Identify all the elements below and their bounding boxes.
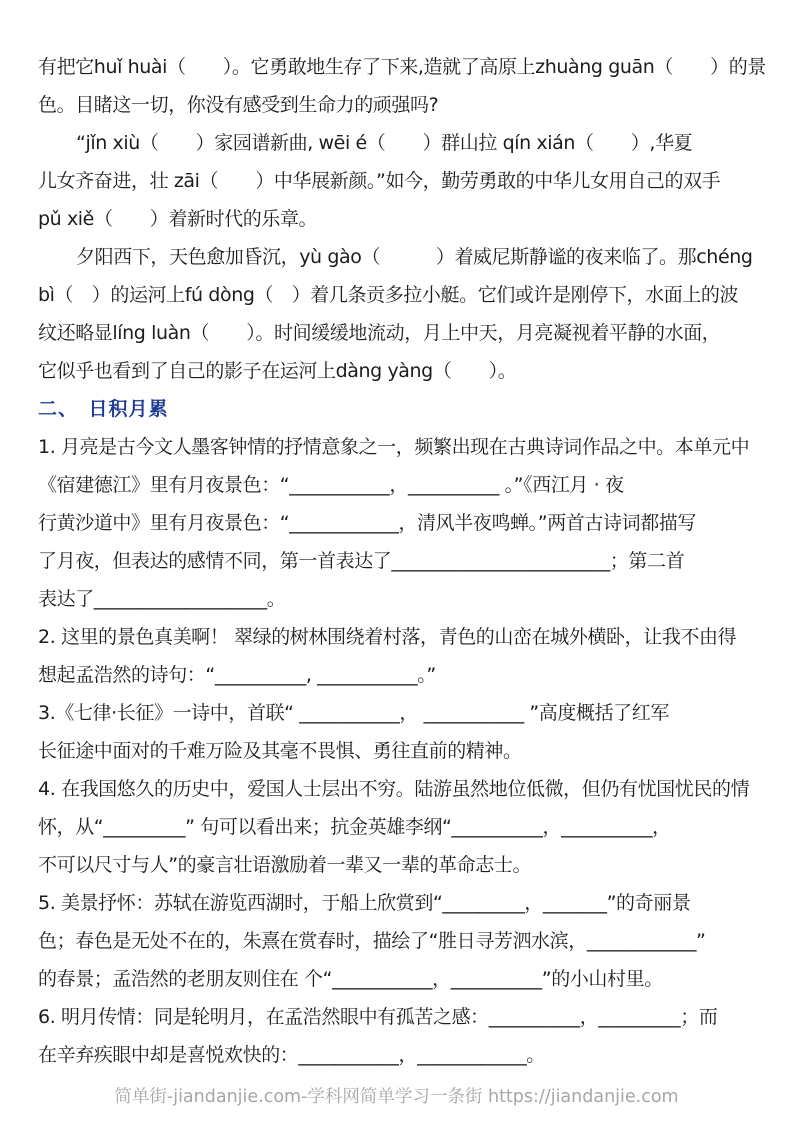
section-title: 二、 日积月累 [38, 398, 169, 420]
question-3-line: 长征途中面对的千难万险及其毫不畏惧、勇往直前的精神。 [38, 740, 522, 762]
question-6-line: 在辛弃疾眼中却是喜悦欢快的：___________，____________。 [38, 1044, 545, 1066]
paragraph-line: pǔ xiě（ ）着新时代的乐章。 [38, 208, 318, 230]
question-1-line: 表达了___________________。 [38, 588, 286, 610]
question-1-line: 行黄沙道中》里有月夜景色：“____________，清风半夜鸣蝉。”两首古诗词都描写 [38, 512, 696, 534]
question-5-line: 色；春色是无处不在的，朱熹在赏春时，描绘了“胜日寻芳泗水滨，____________” [38, 930, 706, 952]
paragraph-line: 色。目睹这一切，你没有感受到生命力的顽强吗? [38, 94, 439, 116]
question-5-line: 的春景；孟浩然的老朋友则住在 个“___________，__________”的小山村里。 [38, 968, 663, 990]
question-6-line: 6. 明月传情：同是轮明月，在孟浩然眼中有孤苦之感：__________，_________；而 [38, 1006, 718, 1028]
paragraph-line: 纹还略显líng luàn（ ）。时间缓缓地流动，月上中天，月亮凝视着平静的水面， [38, 322, 721, 344]
question-2-line: 2. 这里的景色真美啊！ 翠绿的树林围绕着村落，青色的山峦在城外横卧，让我不由得 [38, 626, 737, 648]
question-2-line: 想起孟浩然的诗句：“__________, ___________。” [38, 664, 436, 686]
question-4-line: 怀，从“_________” 句可以看出来；抗金英雄李纲“__________，__________， [38, 816, 671, 838]
question-4-line: 不可以尺寸与人”的豪言壮语激励着一辈又一辈的革命志士。 [38, 854, 532, 876]
question-1-line: 《宿建德江》里有月夜景色：“___________，__________ 。”《西江月 · 夜 [38, 474, 624, 496]
question-1-line: 1. 月亮是古今文人墨客钟情的抒情意象之一，频繁出现在古典诗词作品之中。本单元中 [38, 436, 750, 458]
paragraph-line: 有把它huǐ huài（ ）。它勇敢地生存了下来,造就了高原上zhuàng guān（ ）的景 [38, 56, 766, 78]
paragraph-line: 儿女齐奋进，壮 zāi（ ）中华展新颜。”如今，勤劳勇敢的中华儿女用自己的双手 [38, 170, 721, 192]
question-1-line: 了月夜，但表达的感情不同，第一首表达了________________________；第二首 [38, 550, 685, 572]
question-5-line: 5. 美景抒怀：苏轼在游览西湖时，于船上欣赏到“_________，_______”的奇丽景 [38, 892, 691, 914]
question-3-line: 3.《七律·长征》一诗中，首联“ ___________， ___________ ”高度概括了红军 [38, 702, 669, 724]
question-4-line: 4. 在我国悠久的历史中，爱国人士层出不穷。陆游虽然地位低微，但仍有忧国忧民的情 [38, 778, 750, 800]
paragraph-line: 它似乎也看到了自己的影子在运河上dàng yàng（ ）。 [38, 360, 517, 382]
paragraph-line: bì（ ）的运河上fú dòng（ ）着几条贡多拉小艇。它们或许是刚停下，水面上的波 [38, 284, 739, 306]
paragraph-line: 夕阳西下，天色愈加昏沉，yù gào（ ）着威尼斯静谧的夜来临了。那chéng [76, 246, 753, 268]
footer-credit: 简单街-jiandanjie.com-学科网简单学习一条街 https://jiandanjie.com [114, 1087, 679, 1107]
paragraph-line: “jǐn xiù（ ）家园谱新曲, wēi é（ ）群山拉 qín xián（ ）,华夏 [76, 132, 693, 154]
